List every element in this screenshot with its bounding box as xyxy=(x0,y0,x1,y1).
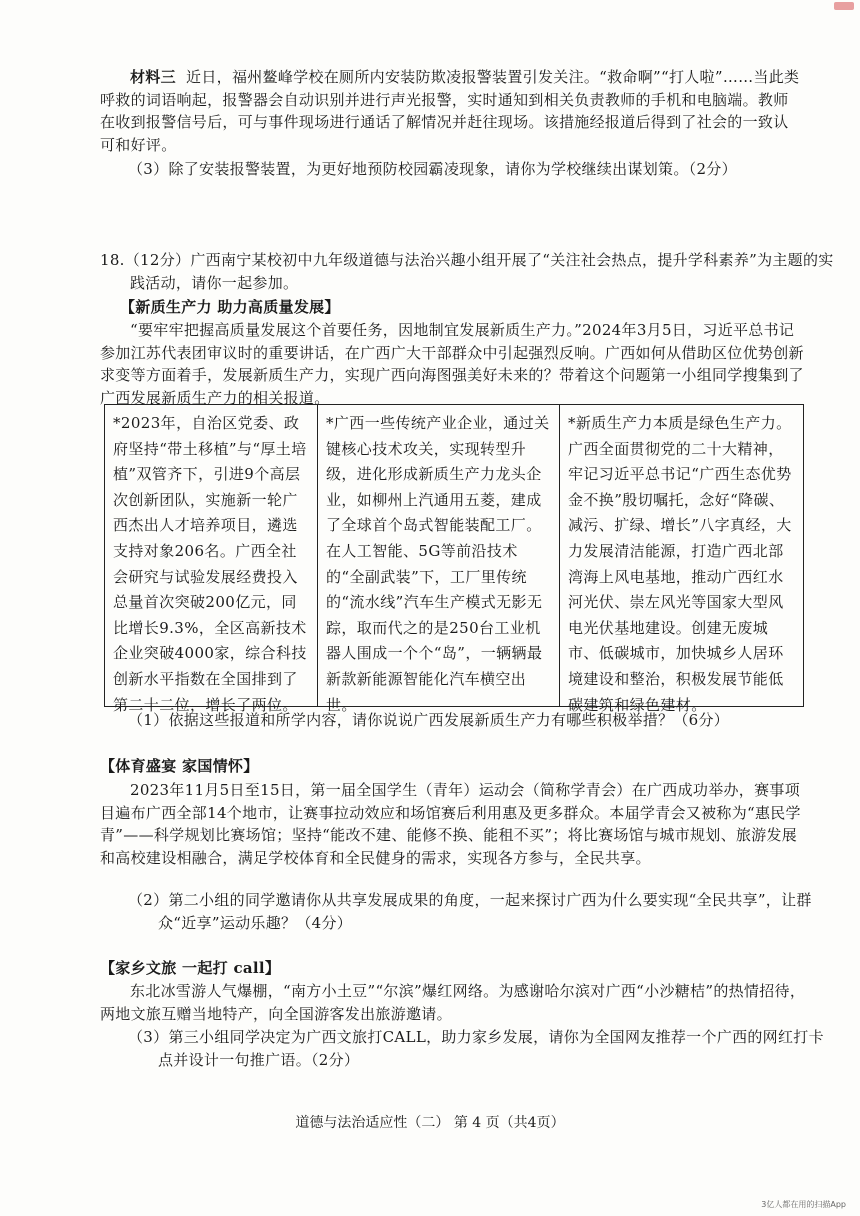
scanner-watermark: 3亿人都在用的扫描App xyxy=(761,1200,846,1209)
question2: （2）第二小组的同学邀请你从共享发展成果的角度，一起来探讨广西为什么要实现“全民共享”，让群众“近享”运动乐趣？（4分） xyxy=(128,891,812,932)
section3-text: 东北冰雪游人气爆棚，“南方小土豆”“尔滨”爆红网络。为感谢哈尔滨对广西“小沙糖桔”的热情招待，两地文旅互赠当地特产，向全国游客发出旅游邀请。 xyxy=(100,982,806,1023)
question3: （3）第三小组同学决定为广西文旅打CALL，助力家乡发展，请你为全国网友推荐一个广西的网红打卡点并设计一句推广语。（2分） xyxy=(128,1028,824,1069)
question1: （1）依据这些报道和所学内容，请你说说广西发展新质生产力有哪些积极举措？（6分） xyxy=(128,711,730,729)
material3-question: （3）除了安装报警装置，为更好地预防校园霸凌现象，请你为学校继续出谋划策。（2分） xyxy=(128,160,737,178)
section2-text: 2023年11月5日至15日，第一届全国学生（青年）运动会（简称学青会）在广西成功举办，赛事项目遍布广西全部14个地市，让赛事拉动效应和场馆赛后利用惠及更多群众。本届学青会又被称为“惠民学青”——科学规划比赛场馆；坚持“能改不建、能修不换、能租不买”；将比赛场馆与城市规划、旅游发展和高校建设相融合，满足学校体育和全民健身的需求，实现各方参与，全民共享。 xyxy=(100,781,801,867)
news-cell-green: *新质生产力本质是绿色生产力。广西全面贯彻党的二十大精神，牢记习近平总书记“广西生态优势金不换”殷切嘱托，念好“降碳、减污、扩绿、增长”八字真经，大力发展清洁能源，打造广西北部湾海上风电基地，推动广西红水河光伏、崇左风光等国家大型风电光伏基地建设。创建无废城市、低碳城市，加快城乡人居环境建设和整治，积极发展节能低碳建筑和绿色建材。 xyxy=(559,405,803,706)
page-footer: 道德与法治适应性（二） 第 4 页（共4页） xyxy=(295,1115,565,1131)
news-cell-talent: *2023年，自治区党委、政府坚持“带土移植”与“厚土培植”双管齐下，引进9个高层次创新团队，实施新一轮广西杰出人才培养项目，遴选支持对象206名。广西全社会研究与试验发展经费投入总量首次突破200亿元，同比增长9.3%，全区高新技术企业突破4000家，综合科技创新水平指数在全国排到了第二十二位，增长了两位。 xyxy=(113,414,307,714)
material3-text: 近日，福州鳌峰学校在厕所内安装防欺凌报警装置引发关注。“救命啊”“打人啦”……当此类呼救的词语响起，报警器会自动识别并进行声光报警，实时通知到相关负责教师的手机和电脑端。教师在收到报警信号后，可与事件现场进行通话了解情况并赶往现场。该措施经报道后得到了社会的一致认可和好评。 xyxy=(100,68,800,154)
news-table xyxy=(104,404,804,714)
q18-intro: 18.（12分）广西南宁某校初中九年级道德与法治兴趣小组开展了“关注社会热点，提升学科素养”为主题的实践活动，请你一起参加。 xyxy=(100,251,834,292)
news-cell-industry: *广西一些传统产业企业，通过关键核心技术攻关，实现转型升级，进化形成新质生产力龙头企业，如柳州上汽通用五菱，建成了全球首个岛式智能装配工厂。在人工智能、5G等前沿技术的“全副武装”下，工厂里传统的“流水线”汽车生产模式无影无踪，取而代之的是250台工业机器人围成一个个“岛”，一辆辆最新款新能源智能化汽车横空出世。 xyxy=(317,405,559,706)
section3-title: 【家乡文旅 一起打 call】 xyxy=(100,959,281,977)
corner-color-mark xyxy=(834,2,854,10)
material3-paragraph xyxy=(100,66,800,156)
section2-title: 【体育盛宴 家国情怀】 xyxy=(100,757,259,775)
material3-label: 材料三 xyxy=(130,68,176,86)
section1-title: 【新质生产力 助力高质量发展】 xyxy=(120,298,340,316)
section1-text: “要牢牢把握高质量发展这个首要任务，因地制宜发展新质生产力。”2024年3月5日，习近平总书记参加江苏代表团审议时的重要讲话，在广西广大干部群众中引起强烈反响。广西如何从借助区位优势创新求变等方面着手，发展新质生产力，实现广西向海图强美好未来的？带着这个问题第一小组同学搜集到了广西发展新质生产力的相关报道。 xyxy=(100,321,804,407)
